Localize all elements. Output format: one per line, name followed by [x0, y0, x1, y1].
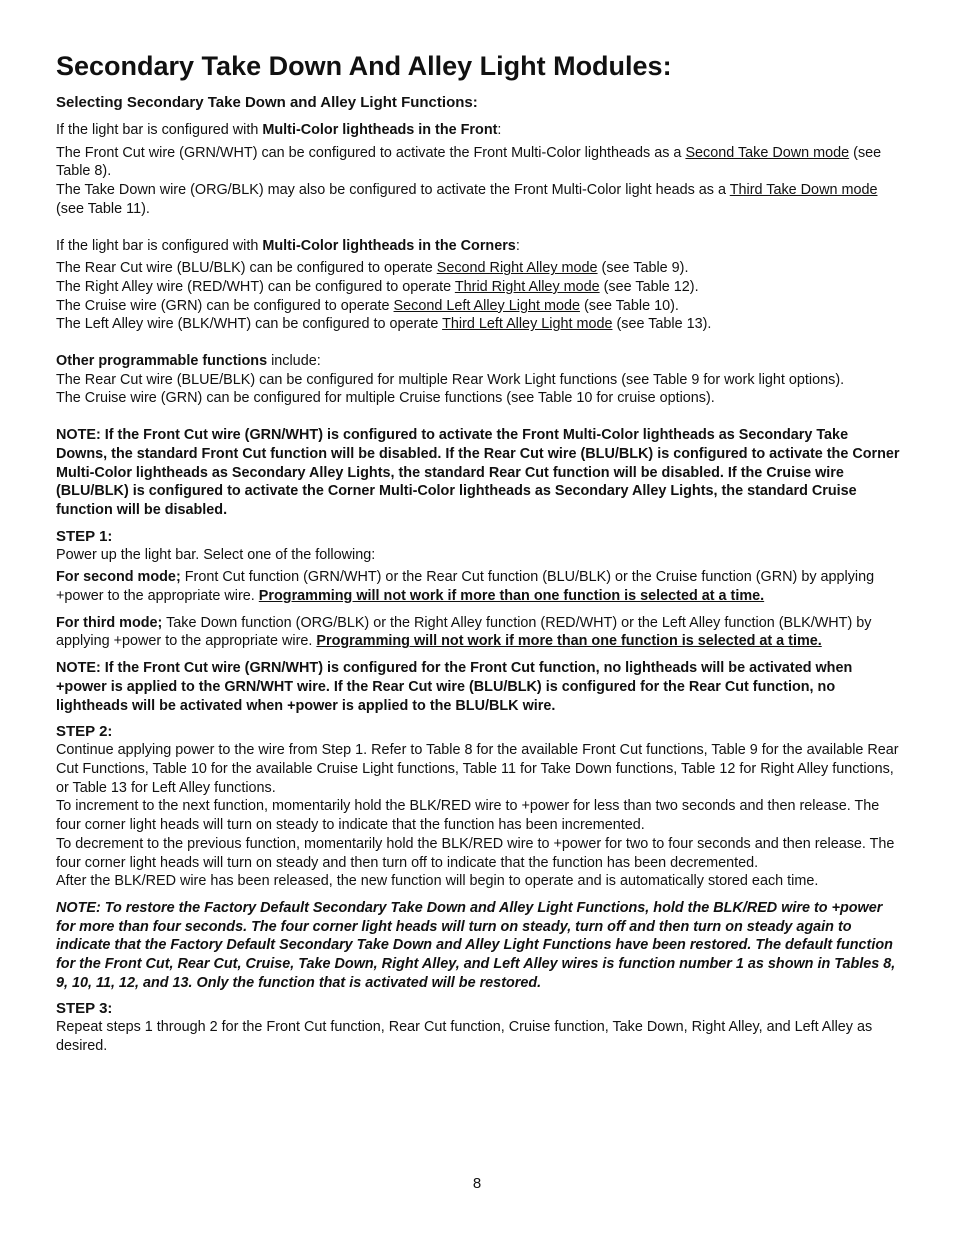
- step-2-para-4: After the BLK/RED wire has been released, the new function will begin to operate and is automatically stored each time.: [56, 873, 819, 890]
- step-1-second-mode: For second mode; Front Cut function (GRN/WHT) or the Rear Cut function (BLU/BLK) or the Cruise function (GRN) by applying +power to the appropriate wire. Programming will not work if more than one function is selected at a time.: [56, 569, 875, 605]
- step-1-third-mode: For third mode; Take Down function (ORG/BLK) or the Right Alley function (RED/WHT) or the Left Alley function (BLK/WHT) by applying +power to the appropriate wire. Programming will not work if more than one function is selected at a time.: [56, 614, 872, 650]
- step-2-para-1: Continue applying power to the wire from Step 1. Refer to Table 8 for the available Front Cut functions, Table 9 for the available Rear Cut Functions, Table 10 for the available Cruise Light functions, Table 11 for Take Down functions, Table 12 for Right Alley functions, or Table 13 for Left Alley functions.: [56, 742, 899, 796]
- second-right-alley-link: Second Right Alley mode: [436, 260, 598, 277]
- corners-line-2: The Right Alley wire (RED/WHT) can be configured to operate Thrid Right Alley mode (see Table 12).: [56, 278, 699, 295]
- step-3-para-1: Repeat steps 1 through 2 for the Front Cut function, Rear Cut function, Cruise function, Take Down, Right Alley, and Left Alley as desired.: [56, 1019, 873, 1055]
- other-functions-block: [56, 352, 902, 408]
- step-3: [56, 1000, 902, 1055]
- third-left-alley-link: Third Left Alley Light mode: [442, 316, 613, 333]
- front-config-block: [56, 121, 902, 219]
- third-take-down-link: Third Take Down mode: [729, 182, 878, 199]
- note-disabled-functions: NOTE: If the Front Cut wire (GRN/WHT) is configured to activate the Front Multi-Color lightheads as Secondary Take Downs, the standard Front Cut function will be disabled. If the Rear Cut wire (BLU/BLK) is configured to activate the Corner Multi-Color lightheads as Secondary Alley Lights, the standard Rear Cut function will be disabled. If the Cruise wire (BLU/BLK) is configured to activate the Corner Multi-Color lightheads as Secondary Alley Lights, the standard Cruise function will be disabled.: [56, 427, 900, 518]
- step-2-para-2: To increment to the next function, momentarily hold the BLK/RED wire to +power for less than two seconds and then release. The four corner light heads will turn on steady to indicate that the function has been incremented.: [56, 798, 880, 834]
- step-1: [56, 528, 902, 716]
- step-1-note: NOTE: If the Front Cut wire (GRN/WHT) is configured for the Front Cut function, no lightheads will be activated when +power is applied to the GRN/WHT wire. If the Rear Cut wire (BLU/BLK) is configured for the Rear Cut function, no lightheads will be activated when +power is applied to the BLU/BLK wire.: [56, 660, 853, 714]
- second-take-down-link: Second Take Down mode: [685, 144, 850, 161]
- corners-config-block: [56, 237, 902, 335]
- step-1-heading: STEP 1:: [56, 527, 113, 545]
- step-1-intro: Power up the light bar. Select one of the following:: [56, 546, 376, 563]
- corners-line-3: The Cruise wire (GRN) can be configured to operate Second Left Alley Light mode (see Table 10).: [56, 297, 679, 314]
- step-3-heading: STEP 3:: [56, 1000, 113, 1018]
- section-subtitle: Selecting Secondary Take Down and Alley Light Functions:: [56, 94, 478, 111]
- other-intro: Other programmable functions include:: [56, 353, 321, 370]
- front-line-2: The Take Down wire (ORG/BLK) may also be configured to activate the Front Multi-Color light heads as a Third Take Down mode (see Table 11).: [56, 182, 878, 217]
- page-title: Secondary Take Down And Alley Light Modules:: [56, 51, 672, 81]
- corners-line-4: The Left Alley wire (BLK/WHT) can be configured to operate Third Left Alley Light mode (see Table 13).: [56, 316, 712, 333]
- warning-text: Programming will not work if more than one function is selected at a time.: [258, 588, 765, 605]
- third-right-alley-link: Thrid Right Alley mode: [454, 278, 600, 295]
- other-line-2: The Cruise wire (GRN) can be configured for multiple Cruise functions (see Table 10 for cruise options).: [56, 390, 715, 407]
- other-line-1: The Rear Cut wire (BLUE/BLK) can be configured for multiple Rear Work Light functions (see Table 9 for work light options).: [56, 371, 845, 388]
- step-2-heading: STEP 2:: [56, 723, 113, 741]
- step-2-note: NOTE: To restore the Factory Default Secondary Take Down and Alley Light Functions, hold the BLK/RED wire to +power for more than four seconds. The four corner light heads will turn on steady, turn off and then turn on steady again to indicate that the Factory Default Secondary Take Down and Alley Light Functions have been restored. The default function for the Front Cut, Rear Cut, Cruise, Take Down, Right Alley, and Left Alley wires is function number 1 as shown in Tables 8, 9, 10, 11, 12, and 13. Only the function that is activated will be restored.: [56, 899, 896, 991]
- page-number: 8: [472, 1175, 482, 1192]
- corners-intro: If the light bar is configured with Multi-Color lightheads in the Corners:: [56, 237, 520, 254]
- front-line-1: The Front Cut wire (GRN/WHT) can be configured to activate the Front Multi-Color lightheads as a Second Take Down mode (see Table 8).: [56, 144, 882, 180]
- second-left-alley-link: Second Left Alley Light mode: [393, 297, 580, 314]
- step-2-para-3: To decrement to the previous function, momentarily hold the BLK/RED wire to +power for two to four seconds and then release. The four corner light heads will turn on steady and then turn off to indicate that the function has been decremented.: [56, 835, 895, 871]
- document-page: [56, 50, 902, 1056]
- step-2: [56, 723, 902, 992]
- warning-text: Programming will not work if more than one function is selected at a time.: [316, 633, 822, 650]
- corners-line-1: The Rear Cut wire (BLU/BLK) can be configured to operate Second Right Alley mode (see Table 9).: [56, 260, 689, 277]
- front-intro: If the light bar is configured with Multi-Color lightheads in the Front:: [56, 122, 502, 138]
